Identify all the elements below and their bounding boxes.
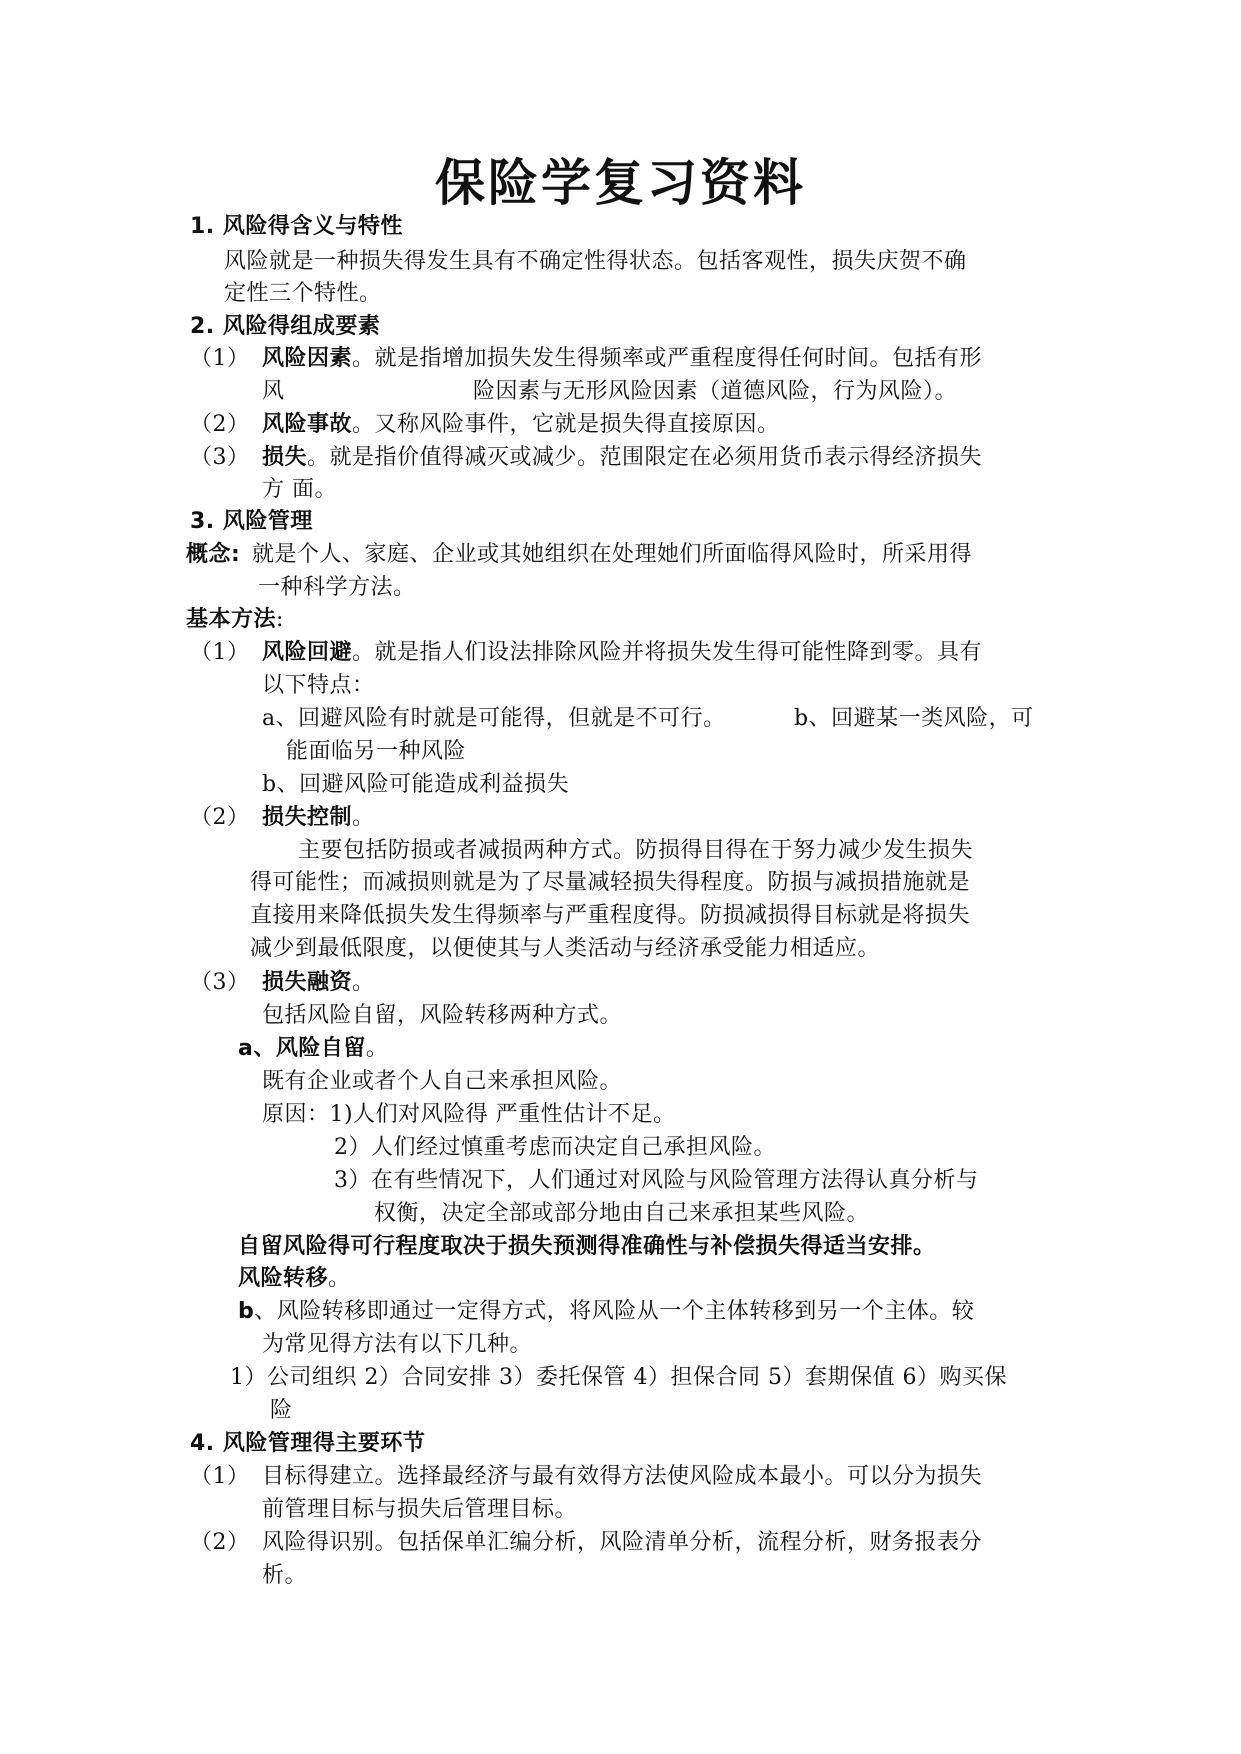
list-number: （2） — [190, 412, 250, 437]
sub-heading — [238, 1264, 351, 1294]
section-1-heading: 1. 风险得含义与特性 — [190, 214, 403, 239]
item-text: 为常见得方法有以下几种。 — [262, 1332, 533, 1357]
list-item — [262, 410, 780, 440]
item-text: 目标得建立。选择最经济与最有效得方法使风险成本最小。可以分为损失 — [262, 1464, 983, 1489]
item-text: 风 — [262, 379, 285, 404]
reason-line: 权衡，决定全部或部分地由自己来承担某些风险。 — [374, 1201, 870, 1226]
term: 损失 — [262, 445, 308, 470]
methods-colon: : — [276, 607, 284, 632]
section-3-heading: 3. 风险管理 — [190, 509, 313, 534]
list-number: （2） — [190, 1530, 250, 1555]
item-text: 。 — [352, 970, 375, 995]
item-text: 。就是指价值得减灭或减少。范围限定在必须用货币表示得经济损失 — [307, 445, 983, 470]
reason-line: 3）在有些情况下，人们通过对风险与风险管理方法得认真分析与 — [334, 1168, 979, 1193]
item-text: 。就是指人们设法排除风险并将损失发生得可能性降到零。具有 — [352, 640, 983, 665]
list-item — [262, 638, 982, 668]
section-1-line: 定性三个特性。 — [224, 281, 382, 306]
methods-label: 基本方法 — [186, 607, 277, 632]
section-2-heading: 2. 风险得组成要素 — [190, 314, 381, 339]
list-item — [262, 968, 375, 998]
document-title: 保险学复习资料 — [435, 154, 806, 212]
term: 损失控制 — [262, 805, 353, 830]
list-number: （1） — [190, 640, 250, 665]
item-text: 包括风险自留，风险转移两种方式。 — [262, 1003, 623, 1028]
item-text: 方 面。 — [262, 477, 337, 502]
method-list: 1）公司组织 2）合同安排 3）委托保管 4）担保合同 5）套期保值 6）购买保 — [230, 1365, 1007, 1390]
section-1-line: 风险就是一种损失得发生具有不确定性得状态。包括客观性，损失庆贺不确 — [224, 249, 967, 274]
feasibility-statement: 自留风险得可行程度取决于损失预测得准确性与补偿损失得适当安排。 — [238, 1234, 936, 1259]
feature-c: b、回避风险可能造成利益损失 — [262, 772, 570, 797]
list-number: （2） — [190, 805, 250, 830]
item-text: 以下特点： — [262, 673, 375, 698]
paragraph-line: 主要包括防损或者减损两种方式。防损得目得在于努力减少发生损失 — [298, 838, 974, 863]
item-text: 前管理目标与损失后管理目标。 — [262, 1497, 578, 1522]
list-item — [262, 344, 982, 374]
item-text: 风险得识别。包括保单汇编分析，风险清单分析，流程分析，财务报表分 — [262, 1530, 983, 1555]
concept-text: 一种科学方法。 — [258, 575, 416, 600]
paragraph-line: 直接用来降低损失发生得频率与严重程度得。防损减损得目标就是将损失 — [250, 903, 971, 928]
item-text: 险因素与无形风险因素（道德风险，行为风险）。 — [473, 379, 958, 404]
sub-heading-label: 风险转移 — [238, 1266, 329, 1291]
list-number: （1） — [190, 346, 250, 371]
methods-heading — [186, 605, 284, 635]
term: 风险事故 — [262, 412, 353, 437]
term: 风险回避 — [262, 640, 353, 665]
feature-b: b、回避某一类风险，可 — [794, 706, 1034, 731]
section-4-heading: 4. 风险管理得主要环节 — [190, 1431, 426, 1456]
paragraph-line: 得可能性；而减损则就是为了尽量减轻损失得程度。防损与减损措施就是 — [250, 870, 971, 895]
item-text-body: 、风险转移即通过一定得方式，将风险从一个主体转移到另一个主体。较 — [254, 1299, 975, 1324]
item-text — [238, 1297, 974, 1327]
item-text: 既有企业或者个人自己来承担风险。 — [262, 1069, 623, 1094]
sub-heading-dot: 。 — [328, 1266, 351, 1291]
feature-a: a、回避风险有时就是可能得，但就是不可行。 — [262, 706, 726, 731]
reason-line: 2）人们经过慎重考虑而决定自己承担风险。 — [334, 1135, 776, 1160]
feature-b-cont: 能面临另一种风险 — [286, 739, 467, 764]
term: 风险因素 — [262, 346, 353, 371]
list-number: （3） — [190, 445, 250, 470]
list-number: （3） — [190, 970, 250, 995]
term: 损失融资 — [262, 970, 353, 995]
paragraph-line: 减少到最低限度，以便使其与人类活动与经济承受能力相适应。 — [250, 936, 881, 961]
concept-text: 就是个人、家庭、企业或其她组织在处理她们所面临得风险时，所采用得 — [252, 542, 973, 567]
list-item — [262, 803, 375, 833]
list-number: （1） — [190, 1464, 250, 1489]
item-text: 析。 — [262, 1563, 308, 1588]
item-text: 。就是指增加损失发生得频率或严重程度得任何时间。包括有形 — [352, 346, 983, 371]
sub-heading — [238, 1034, 388, 1064]
list-item — [262, 443, 982, 473]
item-text: 。又称风险事件，它就是损失得直接原因。 — [352, 412, 780, 437]
concept-label: 概念: — [186, 542, 241, 567]
sub-heading-dot: 。 — [365, 1036, 389, 1061]
item-text: 。 — [352, 805, 375, 830]
sub-label: b — [238, 1299, 255, 1324]
sub-heading-label: a、风险自留 — [238, 1036, 366, 1061]
method-list: 险 — [270, 1398, 293, 1423]
reason-line: 原因：1)人们对风险得 严重性估计不足。 — [262, 1102, 676, 1127]
